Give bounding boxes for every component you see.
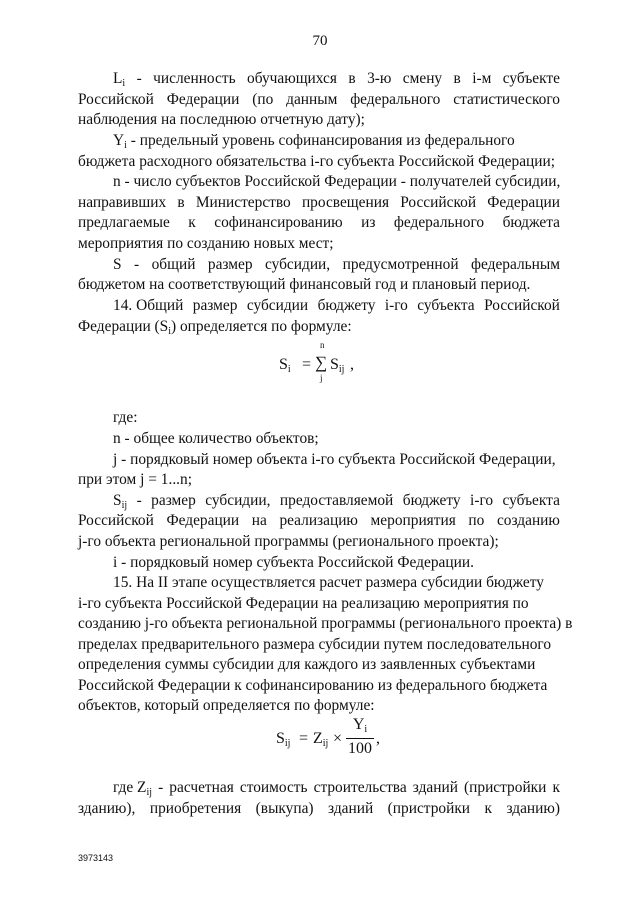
p14-w5: i-го <box>384 297 408 314</box>
sij-l2-w2: Федерации <box>166 512 240 529</box>
l-def-w2: численность <box>153 70 236 87</box>
p14-l2-pre: Федерации (S <box>78 318 169 335</box>
n-def-l3-w6: бюджета <box>502 214 560 231</box>
l-def-line-1 <box>113 69 560 89</box>
w2-w1: - <box>158 779 164 796</box>
p14-w4: бюджету <box>317 297 376 314</box>
l-def-l2-w4: данным <box>286 91 338 108</box>
sij-l2-w3: на <box>251 512 267 529</box>
w2-w7: к <box>552 779 560 796</box>
l-def-l2-w2: Федерации <box>166 91 240 108</box>
s-def-line-1 <box>113 255 560 275</box>
n-def-l2-w6: Федерации <box>487 194 560 211</box>
n-def-line-2 <box>78 193 560 213</box>
s-def-w4: размер <box>207 256 253 273</box>
f2-fraction-bar <box>346 738 374 739</box>
y-def-text: - предельный уровень софинансирования из федерального <box>126 132 515 149</box>
p14-w3: субсидии <box>246 297 309 314</box>
footer-code: 3973143 <box>78 853 114 863</box>
l-def-w9: субъекте <box>502 70 560 87</box>
n-def-l3-w2: к <box>188 214 196 231</box>
sij-l2-w5: мероприятия <box>370 512 456 529</box>
p15-line-4: пределах предварительного размера субсидии путем последовательного <box>78 636 552 653</box>
f1-lhs: Si <box>279 356 291 375</box>
w2-w2: расчетная <box>169 779 234 796</box>
where2-line-1 <box>113 778 560 798</box>
f2-z: Zij <box>313 730 329 749</box>
l-def-l2-w1: Российской <box>78 91 154 108</box>
f2-trail: , <box>376 730 380 747</box>
n-def-line-1: n - число субъектов Российской Федерации - получателей субсидии, <box>113 173 561 190</box>
w2-l2-w1: зданию), <box>78 800 136 817</box>
y-def-line-1 <box>113 131 560 151</box>
w2-l2-w5: (пристройки <box>387 800 471 817</box>
l-def-w4: в <box>348 70 356 87</box>
where1-n: n - общее количество объектов; <box>113 430 319 447</box>
w2-w4: строительства <box>313 779 407 796</box>
where2-pre: где Zij <box>113 779 153 798</box>
p14-l2-post: ) определяется по формуле: <box>171 318 352 335</box>
n-def-l3-w5: федерального <box>393 214 485 231</box>
n-def-l2-w5: Российской <box>400 194 477 211</box>
p14-line-1 <box>113 296 560 316</box>
sij-w3: субсидии, <box>205 492 271 509</box>
w2-l2-w7: зданию) <box>506 800 560 817</box>
f2-numerator: Yi <box>352 716 368 735</box>
where1-j-2: при этом j = 1...n; <box>78 471 192 488</box>
s-def-w7: федеральным <box>471 256 560 273</box>
l-def-line-3: наблюдения на последнюю отчетную дату); <box>78 111 365 128</box>
where1-sij-1 <box>113 491 560 511</box>
f2-denominator: 100 <box>348 740 372 757</box>
n-def-l2-w3: Министерство <box>195 194 291 211</box>
y-def-line-2: бюджета расходного обязательства i-го субъекта Российской Федерации; <box>78 153 556 170</box>
l-def-symbol: Li <box>113 70 126 89</box>
l-def-w1: - <box>136 70 142 87</box>
w2-l2-w4: зданий <box>328 800 374 817</box>
l-def-w8: i-м <box>472 70 492 87</box>
f1-sum-sign: ∑ <box>315 353 328 372</box>
where1-sij-symbol: Sij <box>113 492 128 511</box>
f2-times: × <box>333 730 343 747</box>
w2-l2-w6: к <box>484 800 492 817</box>
s-def-line-2: бюджетом на соответствующий финансовый год и плановый период. <box>78 276 531 293</box>
f1-term: Sij <box>330 356 345 375</box>
l-def-w6: смену <box>402 70 443 87</box>
l-def-line-2 <box>78 90 560 110</box>
l-def-l2-w3: (по <box>252 91 274 108</box>
sij-w2: размер <box>151 492 196 509</box>
sij-w7: субъекта <box>502 492 560 509</box>
s-def-w2: - <box>134 256 140 273</box>
f2-lhs: Sij <box>276 730 291 749</box>
sij-l2-w7: созданию <box>496 512 560 529</box>
l-def-l2-w6: статистического <box>453 91 560 108</box>
p15-line-2: i-го субъекта Российской Федерации на реализацию мероприятия по <box>78 595 529 612</box>
l-def-w5: 3-ю <box>367 70 392 87</box>
f2-eq: = <box>299 730 309 747</box>
formula-si-sum <box>277 340 377 388</box>
l-def-l2-w5: федерального <box>350 91 441 108</box>
sij-l2-w1: Российской <box>78 512 154 529</box>
w2-l2-w3: (выкупа) <box>255 800 314 817</box>
w2-w5: зданий <box>412 779 458 796</box>
n-def-l3-w1: предлагаемые <box>78 214 170 231</box>
p14-w1: 14. Общий <box>113 297 184 314</box>
n-def-l2-w1: направивших <box>78 194 167 211</box>
page-number: 70 <box>312 33 328 49</box>
sij-w1: - <box>136 492 142 509</box>
w2-w6: (пристройки <box>464 779 547 796</box>
f1-trail: , <box>350 356 354 373</box>
p14-w7: Российской <box>484 297 560 314</box>
n-def-l3-w4: из <box>361 214 376 231</box>
n-def-l2-w4: просвещения <box>301 194 390 211</box>
p15-line-3: созданию j-го объекта региональной программы (регионального проекта) в <box>78 615 573 632</box>
f1-eq: = <box>302 356 312 373</box>
sij-w4: предоставляемой <box>279 492 394 509</box>
s-def-w5: субсидии, <box>264 256 331 273</box>
s-def-w1: S <box>113 256 122 273</box>
p14-line-2 <box>78 317 560 337</box>
formula-sij <box>276 716 386 760</box>
where2-line-2 <box>78 799 560 819</box>
n-def-line-4: мероприятия по созданию новых мест; <box>78 235 334 252</box>
l-def-w7: в <box>453 70 461 87</box>
where1-sij-2 <box>78 511 560 531</box>
f1-sum-upper: n <box>320 340 325 350</box>
n-def-l2-w2: в <box>177 194 185 211</box>
w2-l2-w2: приобретения <box>149 800 242 817</box>
sij-l2-w4: реализацию <box>279 512 358 529</box>
sij-l2-w6: по <box>468 512 485 529</box>
p15-line-7: объектов, который определяется по формуле: <box>78 697 375 714</box>
n-def-l3-w3: софинансированию <box>214 214 343 231</box>
sij-w5: бюджету <box>402 492 461 509</box>
s-def-w6: предусмотренной <box>342 256 459 273</box>
p15-line-6: Российской Федерации к софинансированию из федерального бюджета <box>78 677 548 694</box>
where1-sij-3: j-го объекта региональной программы (регионального проекта); <box>78 533 499 550</box>
p14-w2: размер <box>192 297 238 314</box>
s-def-w3: общий <box>151 256 196 273</box>
where1-j-1: j - порядковый номер объекта i-го субъекта Российской Федерации, <box>113 451 556 468</box>
l-def-w3: обучающихся <box>247 70 337 87</box>
where1-gde: где: <box>113 409 138 426</box>
f1-sum-lower: j <box>320 373 323 383</box>
p14-l2-sub: i <box>168 326 171 337</box>
where1-i: i - порядковый номер субъекта Российской Федерации. <box>113 554 474 571</box>
p15-line-5: определения суммы субсидии для каждого из заявленных субъектами <box>78 656 536 673</box>
w2-w3: стоимость <box>239 779 308 796</box>
y-def-symbol: Yi <box>113 132 127 151</box>
sij-w6: i-го <box>470 492 494 509</box>
p15-line-1: 15. На II этапе осуществляется расчет размера субсидии бюджету <box>113 574 544 591</box>
n-def-line-3 <box>78 213 560 233</box>
p14-w6: субъекта <box>417 297 475 314</box>
